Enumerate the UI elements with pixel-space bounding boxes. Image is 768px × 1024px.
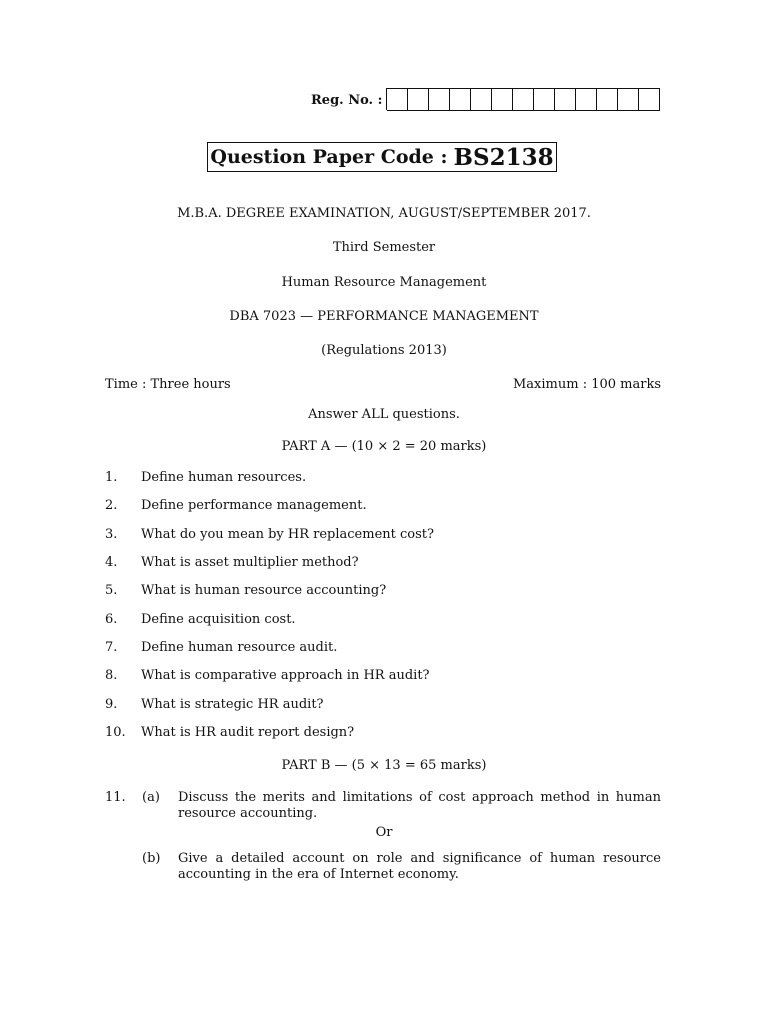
question-text: Define human resource audit. [141, 640, 338, 655]
question-text: Define acquisition cost. [141, 612, 296, 627]
reg-no-digit-box [618, 88, 639, 111]
reg-no-digit-box [639, 88, 660, 111]
reg-no-digit-box [492, 88, 513, 111]
question-number: 3. [105, 527, 118, 542]
maximum-marks: Maximum : 100 marks [512, 377, 661, 392]
reg-no-digit-box [429, 88, 450, 111]
part-a-heading: PART A — (10 × 2 = 20 marks) [281, 439, 487, 454]
option-label-a: (a) [142, 790, 160, 805]
question-text: What do you mean by HR replacement cost? [141, 527, 434, 542]
question-number: 2. [105, 498, 118, 513]
reg-no-digit-box [387, 88, 408, 111]
instruction: Answer ALL questions. [308, 407, 460, 422]
question-number: 1. [105, 470, 118, 485]
reg-no-label: Reg. No. : [311, 93, 383, 108]
regulations: (Regulations 2013) [321, 343, 447, 358]
option-label-b: (b) [142, 851, 161, 866]
question-text: What is HR audit report design? [141, 725, 355, 740]
question-paper-code-value: BS2138 [453, 143, 554, 171]
reg-no-boxes [386, 88, 660, 110]
question-paper-code-box [207, 142, 557, 172]
reg-no-digit-box [576, 88, 597, 111]
reg-no-digit-box [534, 88, 555, 111]
question-text: What is strategic HR audit? [141, 697, 324, 712]
option-text-b: Give a detailed account on role and significance of human resource accounting in the era of Internet economy. [178, 851, 661, 882]
question-text: What is asset multiplier method? [141, 555, 359, 570]
reg-no-digit-box [555, 88, 576, 111]
reg-no-digit-box [513, 88, 534, 111]
part-b-heading: PART B — (5 × 13 = 65 marks) [281, 758, 487, 773]
exam-title: M.B.A. DEGREE EXAMINATION, AUGUST/SEPTEMBER 2017. [177, 206, 591, 221]
or-separator: Or [375, 825, 393, 840]
question-number: 9. [105, 697, 118, 712]
option-text-a: Discuss the merits and limitations of cost approach method in human resource accounting. [178, 790, 661, 821]
question-paper-code-label: Question Paper Code : [210, 146, 448, 168]
question-text: Define human resources. [141, 470, 307, 485]
reg-no-digit-box [597, 88, 618, 111]
question-number: 8. [105, 668, 118, 683]
subject: Human Resource Management [281, 275, 487, 290]
question-text: What is comparative approach in HR audit? [141, 668, 430, 683]
time-allowed: Time : Three hours [105, 377, 231, 392]
question-number: 10. [105, 725, 126, 740]
paper-title: DBA 7023 — PERFORMANCE MANAGEMENT [229, 309, 539, 324]
question-number: 11. [105, 790, 126, 805]
question-number: 5. [105, 583, 118, 598]
reg-no-digit-box [450, 88, 471, 111]
semester: Third Semester [332, 240, 436, 255]
question-number: 6. [105, 612, 118, 627]
reg-no-digit-box [471, 88, 492, 111]
question-number: 4. [105, 555, 118, 570]
question-text: Define performance management. [141, 498, 367, 513]
question-text: What is human resource accounting? [141, 583, 387, 598]
reg-no-digit-box [408, 88, 429, 111]
question-number: 7. [105, 640, 118, 655]
